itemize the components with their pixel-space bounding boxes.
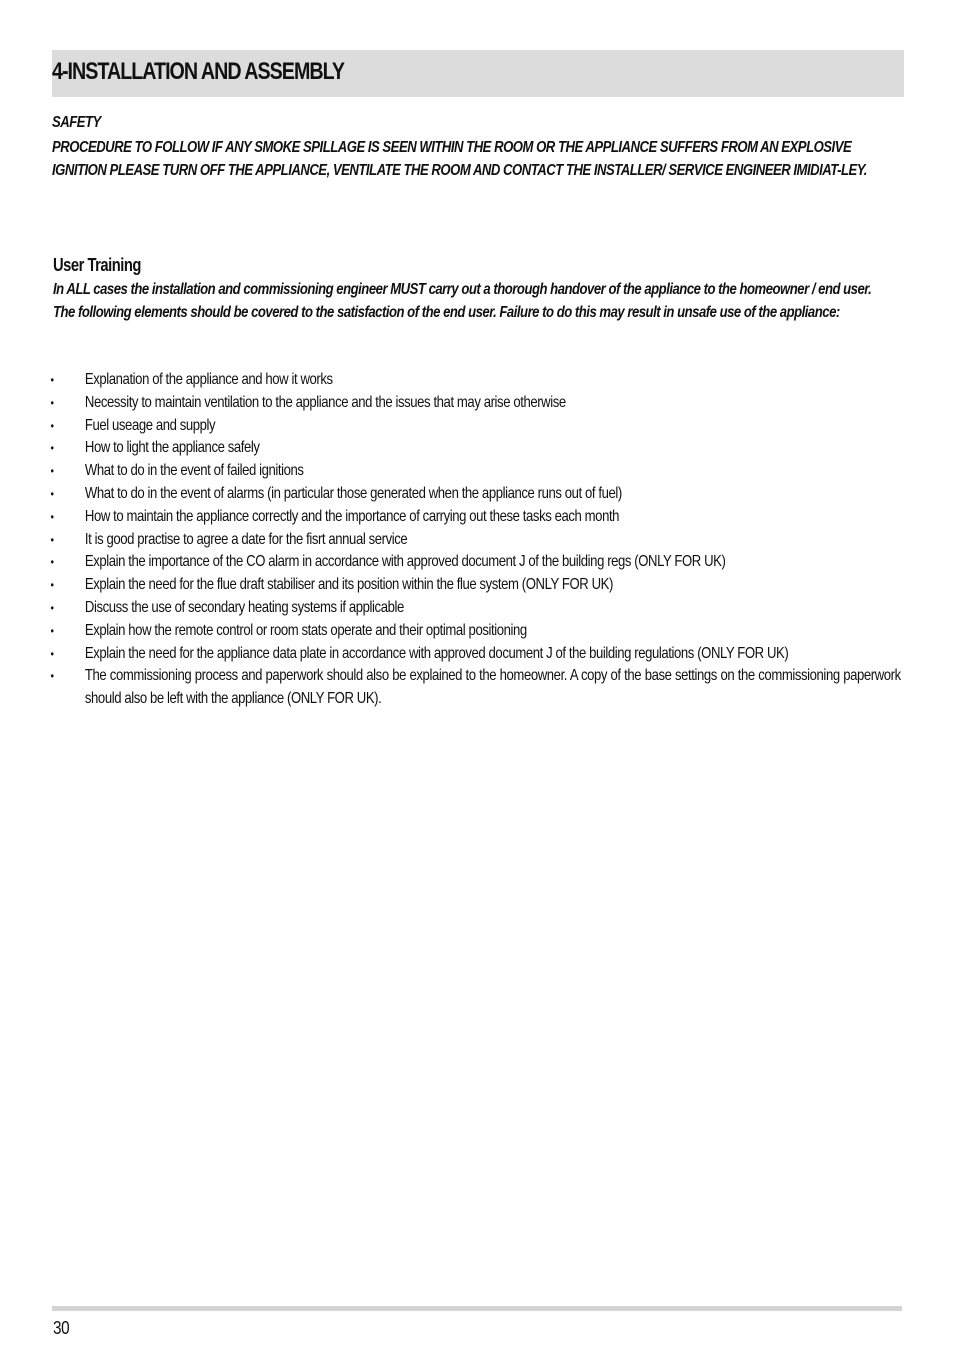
list-item [48,529,901,552]
list-item [48,665,901,711]
list-item-text: Explain the need for the appliance data plate in accordance with approved document J of the building regulations (ONLY FOR UK) [84,644,789,662]
list-item-text: How to light the appliance safely [84,439,260,457]
list-item-text: Explain the need for the flue draft stabiliser and its position within the flue system (ONLY FOR UK) [84,576,613,594]
list-item-text: Explain how the remote control or room stats operate and their optimal positioning [84,621,527,639]
list-item [48,551,901,574]
user-training-intro: In ALL cases the installation and commissioning engineer MUST carry out a thorough handover of the appliance to the homeowner / end user. The following elements should be covered to the satisfaction of the end user. Failure to do this may result in unsafe use of the appliance: [53,281,872,321]
section-header-bar [52,50,904,97]
list-item [48,369,901,392]
list-item [48,597,901,620]
list-item [48,574,901,597]
bullet-icon: • [50,646,54,661]
list-item-text: What to do in the event of failed ignitions [84,462,304,480]
list-item [48,460,901,483]
list-item [48,392,901,415]
bullet-icon: • [50,600,54,615]
list-item [48,506,901,529]
safety-warning-text: PROCEDURE TO FOLLOW IF ANY SMOKE SPILLAGE IS SEEN WITHIN THE ROOM OR THE APPLIANCE SUFFERS FROM AN EXPLOSIVE IGNITION PLEASE TURN OFF THE APPLIANCE, VENTILATE THE ROOM AND CONTACT THE INSTALLER/ SERVICE ENGINEER IMIDIAT-LEY. [52,139,867,179]
bullet-icon: • [50,578,54,593]
bullet-icon: • [50,441,54,456]
bullet-icon: • [50,395,54,410]
page-number: 30 [53,1318,70,1338]
list-item-text: Explanation of the appliance and how it works [84,371,333,388]
list-item-text: What to do in the event of alarms (in particular those generated when the appliance runs out of fuel) [84,484,622,502]
list-item-text: Necessity to maintain ventilation to the appliance and the issues that may arise otherwise [84,393,566,411]
bullet-icon: • [50,555,54,570]
list-item [48,483,901,506]
list-item-text: Fuel useage and supply [84,416,216,434]
bullet-icon: • [50,418,54,433]
bullet-icon: • [50,532,54,547]
list-item-text: The commissioning process and paperwork should also be explained to the homeowner. A copy of the base settings on the commissioning paperwork should also be left with the appliance (ONLY FOR UK). [84,667,901,708]
list-item-text: Explain the importance of the CO alarm in accordance with approved document J of the building regs (ONLY FOR UK) [84,553,726,571]
list-item [48,643,901,666]
user-training-heading: User Training [53,255,141,275]
bullet-icon: • [50,509,54,524]
list-item [48,415,901,438]
list-item [48,620,901,643]
bullet-icon: • [50,486,54,501]
bullet-icon: • [50,623,54,638]
list-item-text: How to maintain the appliance correctly and the importance of carrying out these tasks each month [84,507,620,525]
list-item-text: It is good practise to agree a date for the fisrt annual service [84,530,408,548]
safety-label: SAFETY [52,114,101,131]
list-item [48,437,901,460]
footer-divider [52,1306,902,1311]
bullet-icon: • [50,464,54,479]
bullet-icon: • [50,373,54,387]
bullet-icon: • [50,669,54,684]
list-item-text: Discuss the use of secondary heating systems if applicable [84,598,404,616]
section-title: 4-INSTALLATION AND ASSEMBLY [52,58,344,85]
user-training-list [48,369,901,711]
